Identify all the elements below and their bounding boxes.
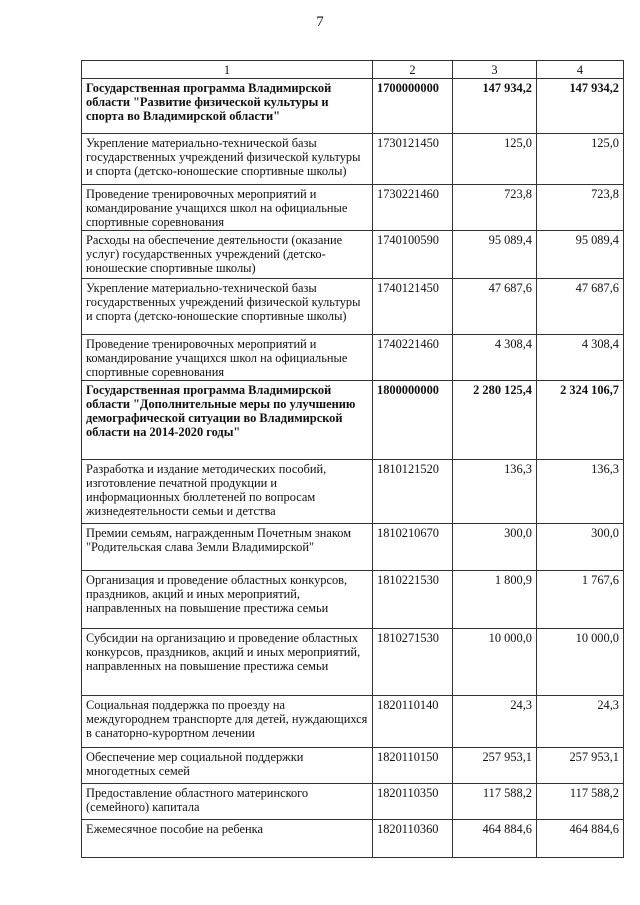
row-value-4: 136,3 [537, 460, 624, 524]
table-row [82, 820, 624, 858]
row-code: 1810221530 [373, 571, 453, 629]
row-value-4: 117 588,2 [537, 784, 624, 820]
row-value-3: 2 280 125,4 [453, 381, 537, 460]
table-row [82, 571, 624, 629]
column-header: 4 [537, 61, 624, 79]
table-row [82, 460, 624, 524]
column-header: 2 [373, 61, 453, 79]
row-value-4: 125,0 [537, 134, 624, 185]
table-row [82, 335, 624, 381]
row-value-3: 47 687,6 [453, 279, 537, 335]
row-value-3: 24,3 [453, 696, 537, 748]
row-value-4: 24,3 [537, 696, 624, 748]
table-row [82, 696, 624, 748]
row-value-4: 47 687,6 [537, 279, 624, 335]
row-code: 1800000000 [373, 381, 453, 460]
row-code: 1740121450 [373, 279, 453, 335]
row-value-3: 117 588,2 [453, 784, 537, 820]
row-name: Проведение тренировочных мероприятий и командирование учащихся школ на официальные спортивные соревнования [82, 335, 373, 381]
budget-table [81, 60, 624, 858]
table-row [82, 629, 624, 696]
row-value-4: 4 308,4 [537, 335, 624, 381]
row-name: Государственная программа Владимирской области "Развитие физической культуры и спорта во Владимирской области" [82, 79, 373, 134]
row-value-4: 10 000,0 [537, 629, 624, 696]
row-code: 1820110360 [373, 820, 453, 858]
row-value-4: 95 089,4 [537, 231, 624, 279]
row-value-4: 2 324 106,7 [537, 381, 624, 460]
row-name: Расходы на обеспечение деятельности (оказание услуг) государственных учреждений (детско-юношеские спортивные школы) [82, 231, 373, 279]
row-name: Государственная программа Владимирской области "Дополнительные меры по улучшению демографической ситуации во Владимирской области на 2014-2020 годы" [82, 381, 373, 460]
row-name: Укрепление материально-технической базы государственных учреждений физической культуры и спорта (детско-юношеские спортивные школы) [82, 279, 373, 335]
row-value-4: 257 953,1 [537, 748, 624, 784]
table-row [82, 134, 624, 185]
row-code: 1740100590 [373, 231, 453, 279]
row-value-4: 1 767,6 [537, 571, 624, 629]
row-code: 1700000000 [373, 79, 453, 134]
row-code: 1820110150 [373, 748, 453, 784]
row-name: Обеспечение мер социальной поддержки многодетных семей [82, 748, 373, 784]
row-value-4: 147 934,2 [537, 79, 624, 134]
row-name: Укрепление материально-технической базы государственных учреждений физической культуры и спорта (детско-юношеские спортивные школы) [82, 134, 373, 185]
row-value-4: 300,0 [537, 524, 624, 571]
page-number: 7 [316, 14, 324, 30]
row-value-3: 10 000,0 [453, 629, 537, 696]
row-value-3: 723,8 [453, 185, 537, 231]
table-row [82, 784, 624, 820]
row-name: Разработка и издание методических пособий, изготовление печатной продукции и информационных бюллетеней по вопросам жизнедеятельности семьи и детства [82, 460, 373, 524]
table-row [82, 231, 624, 279]
row-code: 1810121520 [373, 460, 453, 524]
row-name: Ежемесячное пособие на ребенка [82, 820, 373, 858]
row-name: Субсидии на организацию и проведение областных конкурсов, праздников, акций и иных мероприятий, направленных на повышение престижа семьи [82, 629, 373, 696]
row-code: 1810210670 [373, 524, 453, 571]
column-header: 1 [82, 61, 373, 79]
table-row [82, 79, 624, 134]
table-row [82, 279, 624, 335]
column-number-row [82, 61, 624, 79]
row-code: 1810271530 [373, 629, 453, 696]
row-value-4: 464 884,6 [537, 820, 624, 858]
row-value-3: 464 884,6 [453, 820, 537, 858]
budget-table-body [82, 61, 624, 858]
column-header: 3 [453, 61, 537, 79]
table-row [82, 185, 624, 231]
table-row [82, 748, 624, 784]
table-row [82, 524, 624, 571]
row-value-3: 4 308,4 [453, 335, 537, 381]
row-value-3: 125,0 [453, 134, 537, 185]
row-name: Социальная поддержка по проезду на междугороднем транспорте для детей, нуждающихся в санаторно-курортном лечении [82, 696, 373, 748]
row-name: Предоставление областного материнского (семейного) капитала [82, 784, 373, 820]
row-name: Организация и проведение областных конкурсов, праздников, акций и иных мероприятий, направленных на повышение престижа семьи [82, 571, 373, 629]
row-code: 1820110350 [373, 784, 453, 820]
row-value-3: 257 953,1 [453, 748, 537, 784]
table-row [82, 381, 624, 460]
row-code: 1730121450 [373, 134, 453, 185]
row-code: 1740221460 [373, 335, 453, 381]
row-code: 1730221460 [373, 185, 453, 231]
row-value-3: 300,0 [453, 524, 537, 571]
row-value-3: 147 934,2 [453, 79, 537, 134]
row-code: 1820110140 [373, 696, 453, 748]
row-value-3: 136,3 [453, 460, 537, 524]
row-name: Премии семьям, награжденным Почетным знаком "Родительская слава Земли Владимирской" [82, 524, 373, 571]
row-value-3: 95 089,4 [453, 231, 537, 279]
row-value-3: 1 800,9 [453, 571, 537, 629]
row-name: Проведение тренировочных мероприятий и командирование учащихся школ на официальные спортивные соревнования [82, 185, 373, 231]
row-value-4: 723,8 [537, 185, 624, 231]
